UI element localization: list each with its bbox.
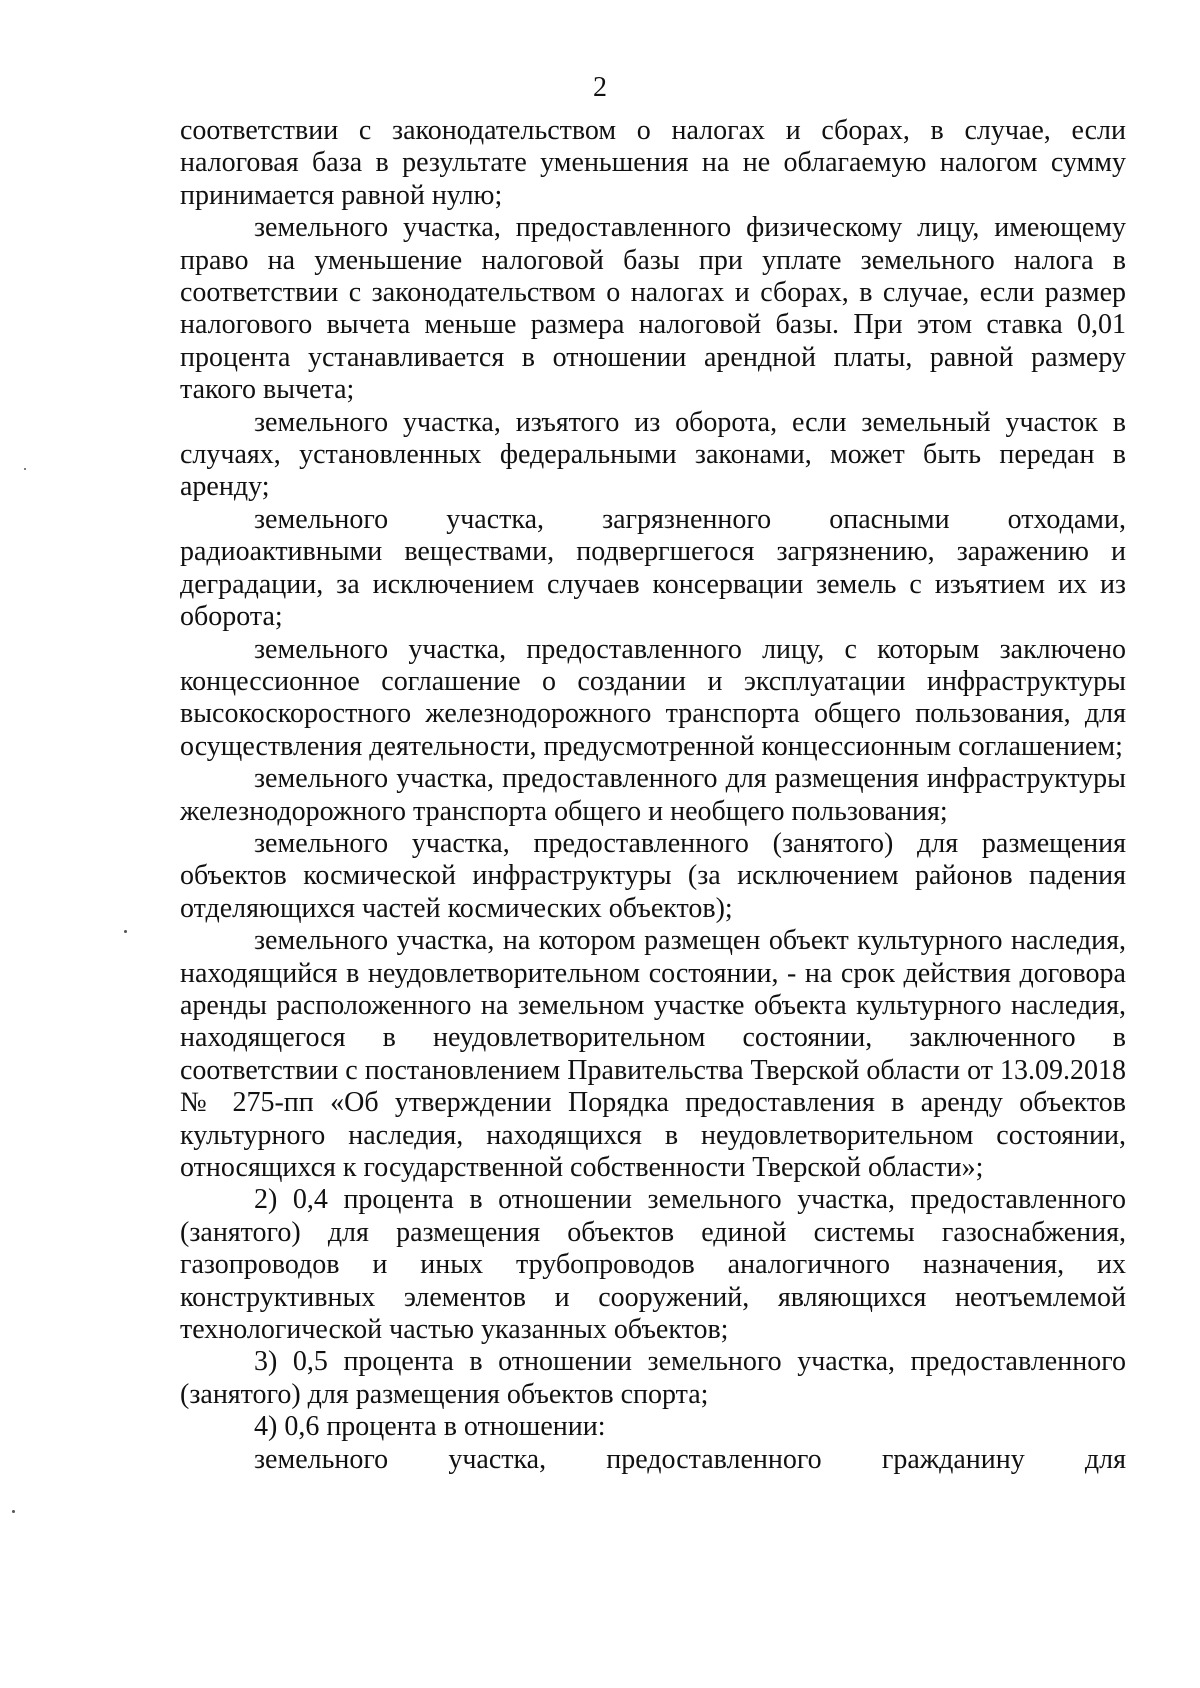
- scan-speck: [124, 930, 127, 933]
- scan-speck: [24, 468, 26, 470]
- paragraph-8: земельного участка, на котором размещен объект культурного наследия, находящийся в неудовлетворительном состоянии, - на срок действия договора аренды расположенного на земельном участке объекта культурного наследия, находящегося в неудовлетворительном состоянии, заключенного в соответствии с постановлением Правительства Тверской области от 13.09.2018 № 275-пп «Об утверждении Порядка предоставления в аренду объектов культурного наследия, находящихся в неудовлетворительном состоянии, относящихся к государственной собственности Тверской области»;: [180, 925, 1126, 1183]
- paragraph-10: 3) 0,5 процента в отношении земельного участка, предоставленного (занятого) для размещения объектов спорта;: [180, 1346, 1126, 1410]
- paragraph-12: земельного участка, предоставленного гражданину для: [254, 1443, 1126, 1475]
- page-number: 2: [593, 72, 607, 103]
- paragraph-3: земельного участка, изъятого из оборота, если земельный участок в случаях, установленных федеральными законами, может быть передан в аренду;: [180, 406, 1126, 503]
- paragraph-1: соответствии с законодательством о налогах и сборах, в случае, если налоговая база в результате уменьшения на не облагаемую налогом сумму принимается равной нулю;: [180, 115, 1126, 211]
- paragraph-4: земельного участка, загрязненного опасными отходами, радиоактивными веществами, подвергшегося загрязнению, заражению и деградации, за исключением случаев консервации земель с изъятием их из оборота;: [180, 503, 1126, 633]
- paragraph-6: земельного участка, предоставленного для размещения инфраструктуры железнодорожного транспорта общего и необщего пользования;: [180, 763, 1126, 827]
- scan-speck: [12, 1510, 15, 1513]
- paragraph-7: земельного участка, предоставленного (занятого) для размещения объектов космической инфраструктуры (за исключением районов падения отделяющихся частей космических объектов);: [180, 827, 1126, 924]
- paragraph-5: земельного участка, предоставленного лицу, с которым заключено концессионное соглашение о создании и эксплуатации инфраструктуры высокоскоростного железнодорожного транспорта общего пользования, для осуществления деятельности, предусмотренной концессионным соглашением;: [180, 633, 1126, 762]
- paragraph-2: земельного участка, предоставленного физическому лицу, имеющему право на уменьшение налоговой базы при уплате земельного налога в соответствии с законодательством о налогах и сборах, в случае, если размер налогового вычета меньше размера налоговой базы. При этом ставка 0,01 процента устанавливается в отношении арендной платы, равной размеру такого вычета;: [180, 212, 1126, 406]
- paragraph-9: 2) 0,4 процента в отношении земельного участка, предоставленного (занятого) для размещения объектов единой системы газоснабжения, газопроводов и иных трубопроводов аналогичного назначения, их конструктивных элементов и сооружений, являющихся неотъемлемой технологической частью указанных объектов;: [180, 1184, 1126, 1346]
- paragraph-11: 4) 0,6 процента в отношении:: [254, 1411, 606, 1443]
- document-body: [180, 115, 1126, 1476]
